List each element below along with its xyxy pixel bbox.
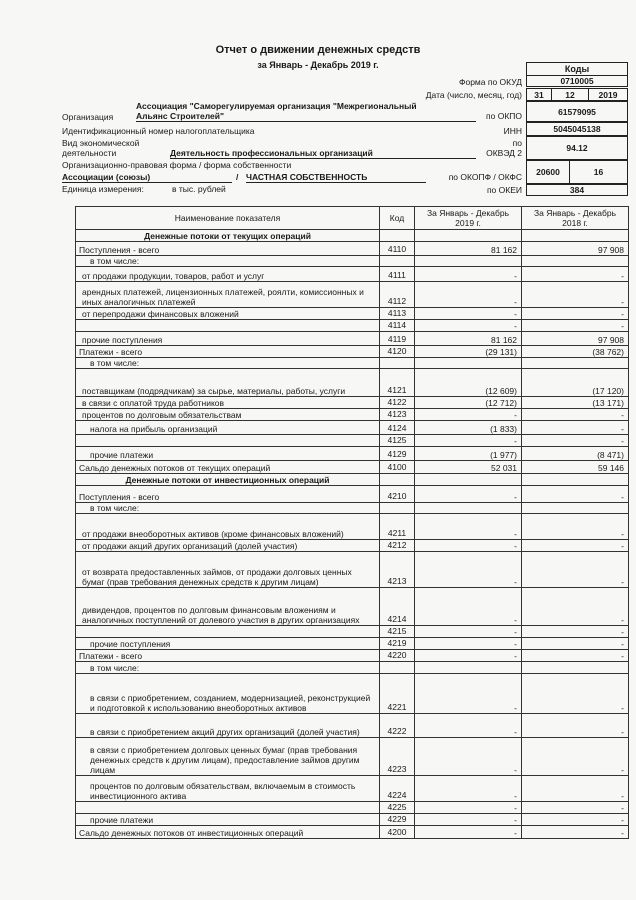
row-code: 4123 xyxy=(380,409,415,421)
row-name: в связи с приобретением, созданием, модернизацией, реконструкцией и подготовкой к использованию внеоборотных активов xyxy=(76,674,380,714)
table-row xyxy=(76,650,629,662)
row-value-2019: - xyxy=(415,802,522,814)
okpo-label: по ОКПО xyxy=(486,111,522,121)
row-code xyxy=(380,503,415,514)
inn-label: ИНН xyxy=(503,126,522,136)
okud-value: 0710005 xyxy=(526,75,628,87)
row-name: процентов по долговым обязательствам, включаемым в стоимость инвестиционного актива xyxy=(76,776,380,802)
row-value-2018: - xyxy=(522,714,629,738)
row-value-2018: (13 171) xyxy=(522,397,629,409)
table-body xyxy=(76,230,629,839)
okved-label-1: по xyxy=(512,138,522,148)
section-empty xyxy=(415,474,522,486)
row-value-2019: - xyxy=(415,650,522,662)
section-empty xyxy=(522,230,629,242)
row-name: налога на прибыль организаций xyxy=(76,421,380,435)
table-row xyxy=(76,503,629,514)
row-value-2018: - xyxy=(522,826,629,839)
row-value-2019: - xyxy=(415,409,522,421)
row-value-2018 xyxy=(522,256,629,267)
okud-label: Форма по ОКУД xyxy=(459,77,522,87)
row-code: 4224 xyxy=(380,776,415,802)
okopf-label: по ОКОПФ / ОКФС xyxy=(448,172,522,182)
row-value-2018: - xyxy=(522,540,629,552)
row-value-2019: - xyxy=(415,776,522,802)
inn-row-label: Идентификационный номер налогоплательщика xyxy=(62,126,255,136)
row-value-2019: 81 162 xyxy=(415,332,522,346)
date-day: 31 xyxy=(526,88,552,101)
row-name: в связи с приобретением акций других организаций (долей участия) xyxy=(76,714,380,738)
row-name: поставщикам (подрядчикам) за сырье, материалы, работы, услуги xyxy=(76,369,380,397)
org-name-line1: Ассоциация "Саморегулируемая организация "Межрегиональный xyxy=(136,101,417,111)
row-value-2019: - xyxy=(415,826,522,839)
row-value-2019: - xyxy=(415,738,522,776)
row-code: 4112 xyxy=(380,282,415,308)
section-empty xyxy=(415,230,522,242)
org-name-line2: Альянс Строителей" xyxy=(136,111,476,122)
table-row xyxy=(76,358,629,369)
codes-header: Коды xyxy=(526,62,628,76)
row-code: 4219 xyxy=(380,638,415,650)
table-row xyxy=(76,447,629,461)
row-name: в том числе: xyxy=(76,358,380,369)
slash: / xyxy=(236,172,239,182)
row-value-2019: - xyxy=(415,267,522,282)
table-row xyxy=(76,435,629,447)
row-value-2018: 59 146 xyxy=(522,461,629,474)
table-row xyxy=(76,588,629,626)
table-row xyxy=(76,369,629,397)
row-value-2019: - xyxy=(415,814,522,826)
row-code: 4114 xyxy=(380,320,415,332)
row-name: от возврата предоставленных займов, от продажи долговых ценных бумаг (прав требования денежных средств к другим лицам) xyxy=(76,552,380,588)
row-name: Поступления - всего xyxy=(76,486,380,503)
row-value-2018: - xyxy=(522,486,629,503)
row-value-2018: 97 908 xyxy=(522,242,629,256)
row-value-2019: 81 162 xyxy=(415,242,522,256)
table-row xyxy=(76,714,629,738)
row-code: 4221 xyxy=(380,674,415,714)
row-name: прочие поступления xyxy=(76,638,380,650)
table-row xyxy=(76,461,629,474)
table-row xyxy=(76,267,629,282)
row-name: в связи с оплатой труда работников xyxy=(76,397,380,409)
row-code: 4220 xyxy=(380,650,415,662)
row-code: 4119 xyxy=(380,332,415,346)
table-row xyxy=(76,320,629,332)
unit-value: в тыс. рублей xyxy=(172,184,226,194)
row-value-2019: (29 131) xyxy=(415,346,522,358)
section-title: Денежные потоки от текущих операций xyxy=(76,230,380,242)
date-month: 12 xyxy=(551,88,589,101)
report-title: Отчет о движении денежных средств xyxy=(215,44,421,56)
activity-label-1: Вид экономической xyxy=(62,138,140,148)
table-row xyxy=(76,626,629,638)
row-code xyxy=(380,256,415,267)
okfs-value: 16 xyxy=(569,160,628,184)
row-name: от продажи внеоборотных активов (кроме финансовых вложений) xyxy=(76,514,380,540)
row-name: процентов по долговым обязательствам xyxy=(76,409,380,421)
okpo-value: 61579095 xyxy=(526,101,628,122)
table-row xyxy=(76,514,629,540)
table-row xyxy=(76,421,629,435)
table-row xyxy=(76,776,629,802)
table-row xyxy=(76,308,629,320)
row-value-2019: - xyxy=(415,282,522,308)
section-row xyxy=(76,230,629,242)
row-name: дивидендов, процентов по долговым финансовым вложениям и аналогичных поступлений от долевого участия в других организациях xyxy=(76,588,380,626)
row-name: от продажи акций других организаций (долей участия) xyxy=(76,540,380,552)
row-name: от продажи продукции, товаров, работ и услуг xyxy=(76,267,380,282)
table-row xyxy=(76,738,629,776)
col-header-2018: За Январь - Декабрь 2018 г. xyxy=(522,207,629,230)
row-code: 4124 xyxy=(380,421,415,435)
row-value-2019 xyxy=(415,358,522,369)
row-value-2019: (12 712) xyxy=(415,397,522,409)
row-value-2019: - xyxy=(415,674,522,714)
table-header-row xyxy=(76,207,629,230)
section-empty xyxy=(522,474,629,486)
table-row xyxy=(76,540,629,552)
row-value-2019: - xyxy=(415,552,522,588)
row-code: 4212 xyxy=(380,540,415,552)
row-name: Платежи - всего xyxy=(76,650,380,662)
row-value-2019: (1 833) xyxy=(415,421,522,435)
row-code: 4100 xyxy=(380,461,415,474)
row-value-2019: - xyxy=(415,435,522,447)
row-name: в том числе: xyxy=(76,662,380,674)
row-name: Сальдо денежных потоков от текущих операций xyxy=(76,461,380,474)
row-value-2018: - xyxy=(522,674,629,714)
legal-form-value: Ассоциации (союзы) xyxy=(62,172,232,183)
row-code: 4129 xyxy=(380,447,415,461)
row-value-2018 xyxy=(522,662,629,674)
row-name: в том числе: xyxy=(76,503,380,514)
table-row xyxy=(76,638,629,650)
row-name: прочие платежи xyxy=(76,814,380,826)
row-name: Платежи - всего xyxy=(76,346,380,358)
section-title: Денежные потоки от инвестиционных операций xyxy=(76,474,380,486)
row-value-2019: - xyxy=(415,486,522,503)
row-name xyxy=(76,626,380,638)
row-code: 4121 xyxy=(380,369,415,397)
okopf-value: 20600 xyxy=(526,160,570,184)
row-value-2018: (17 120) xyxy=(522,369,629,397)
row-code: 4110 xyxy=(380,242,415,256)
row-value-2018: - xyxy=(522,409,629,421)
row-name: прочие платежи xyxy=(76,447,380,461)
row-value-2018: - xyxy=(522,435,629,447)
okei-value: 384 xyxy=(526,184,628,196)
table-row xyxy=(76,282,629,308)
row-name: арендных платежей, лицензионных платежей, роялти, комиссионных и иных аналогичных платежей xyxy=(76,282,380,308)
row-value-2018: - xyxy=(522,776,629,802)
row-name: от перепродажи финансовых вложений xyxy=(76,308,380,320)
activity-label-2: деятельности xyxy=(62,148,117,158)
row-value-2019 xyxy=(415,662,522,674)
row-value-2019 xyxy=(415,503,522,514)
row-value-2019 xyxy=(415,256,522,267)
row-name xyxy=(76,320,380,332)
section-row xyxy=(76,474,629,486)
row-value-2018 xyxy=(522,503,629,514)
table-row xyxy=(76,332,629,346)
row-value-2018: (8 471) xyxy=(522,447,629,461)
row-code: 4229 xyxy=(380,814,415,826)
table-row xyxy=(76,256,629,267)
row-code: 4215 xyxy=(380,626,415,638)
row-value-2019: - xyxy=(415,540,522,552)
row-code: 4213 xyxy=(380,552,415,588)
row-value-2018: - xyxy=(522,638,629,650)
okved-label-2: ОКВЭД 2 xyxy=(486,148,522,158)
row-code: 4214 xyxy=(380,588,415,626)
row-name: прочие поступления xyxy=(76,332,380,346)
row-value-2018 xyxy=(522,358,629,369)
row-value-2019: 52 031 xyxy=(415,461,522,474)
row-value-2019: - xyxy=(415,588,522,626)
row-value-2018: - xyxy=(522,282,629,308)
row-code: 4122 xyxy=(380,397,415,409)
date-year: 2019 xyxy=(588,88,628,101)
row-name: Поступления - всего xyxy=(76,242,380,256)
org-label: Организация xyxy=(62,112,114,122)
row-code: 4210 xyxy=(380,486,415,503)
row-value-2019: - xyxy=(415,308,522,320)
row-name xyxy=(76,802,380,814)
row-value-2019: - xyxy=(415,626,522,638)
col-header-code: Код xyxy=(380,207,415,230)
table-row xyxy=(76,552,629,588)
row-code xyxy=(380,358,415,369)
row-value-2018: - xyxy=(522,514,629,540)
row-code: 4120 xyxy=(380,346,415,358)
okei-label: по ОКЕИ xyxy=(486,185,522,195)
row-value-2019: - xyxy=(415,714,522,738)
col-header-name: Наименование показателя xyxy=(76,207,380,230)
table-row xyxy=(76,346,629,358)
row-value-2018: - xyxy=(522,626,629,638)
row-value-2018: - xyxy=(522,802,629,814)
row-code: 4222 xyxy=(380,714,415,738)
row-value-2019: - xyxy=(415,320,522,332)
okved-value: 94.12 xyxy=(526,136,628,160)
row-value-2019: - xyxy=(415,638,522,650)
row-value-2018: - xyxy=(522,738,629,776)
row-code: 4200 xyxy=(380,826,415,839)
section-empty xyxy=(380,474,415,486)
row-code: 4223 xyxy=(380,738,415,776)
row-value-2018: - xyxy=(522,814,629,826)
row-code: 4225 xyxy=(380,802,415,814)
row-value-2018: - xyxy=(522,267,629,282)
row-value-2019: (1 977) xyxy=(415,447,522,461)
report-period: за Январь - Декабрь 2019 г. xyxy=(257,60,379,70)
legal-form-label: Организационно-правовая форма / форма собственности xyxy=(62,160,292,170)
row-name xyxy=(76,435,380,447)
section-empty xyxy=(380,230,415,242)
row-value-2018: - xyxy=(522,421,629,435)
row-name: в связи с приобретением долговых ценных бумаг (прав требования денежных средств к другим лицам), предоставление займов другим лицам xyxy=(76,738,380,776)
activity-value: Деятельность профессиональных организаций xyxy=(170,148,476,159)
date-label: Дата (число, месяц, год) xyxy=(425,90,522,100)
table-row xyxy=(76,674,629,714)
table-row xyxy=(76,242,629,256)
table-row xyxy=(76,486,629,503)
row-value-2018: - xyxy=(522,650,629,662)
cash-flow-table xyxy=(75,206,629,839)
col-header-2019: За Январь - Декабрь 2019 г. xyxy=(415,207,522,230)
row-name: в том числе: xyxy=(76,256,380,267)
row-value-2018: 97 908 xyxy=(522,332,629,346)
table-row xyxy=(76,814,629,826)
table-row xyxy=(76,397,629,409)
row-value-2019: (12 609) xyxy=(415,369,522,397)
row-value-2018: (38 762) xyxy=(522,346,629,358)
row-name: Сальдо денежных потоков от инвестиционных операций xyxy=(76,826,380,839)
table-row xyxy=(76,409,629,421)
table-row xyxy=(76,802,629,814)
table-row xyxy=(76,662,629,674)
row-code xyxy=(380,662,415,674)
row-code: 4211 xyxy=(380,514,415,540)
row-value-2018: - xyxy=(522,588,629,626)
row-value-2018: - xyxy=(522,308,629,320)
table-row xyxy=(76,826,629,839)
ownership-value: ЧАСТНАЯ СОБСТВЕННОСТЬ xyxy=(246,172,426,183)
unit-label: Единица измерения: xyxy=(62,184,144,194)
row-code: 4111 xyxy=(380,267,415,282)
inn-value: 5045045138 xyxy=(526,122,628,136)
row-value-2019: - xyxy=(415,514,522,540)
row-value-2018: - xyxy=(522,320,629,332)
row-code: 4125 xyxy=(380,435,415,447)
row-value-2018: - xyxy=(522,552,629,588)
row-code: 4113 xyxy=(380,308,415,320)
